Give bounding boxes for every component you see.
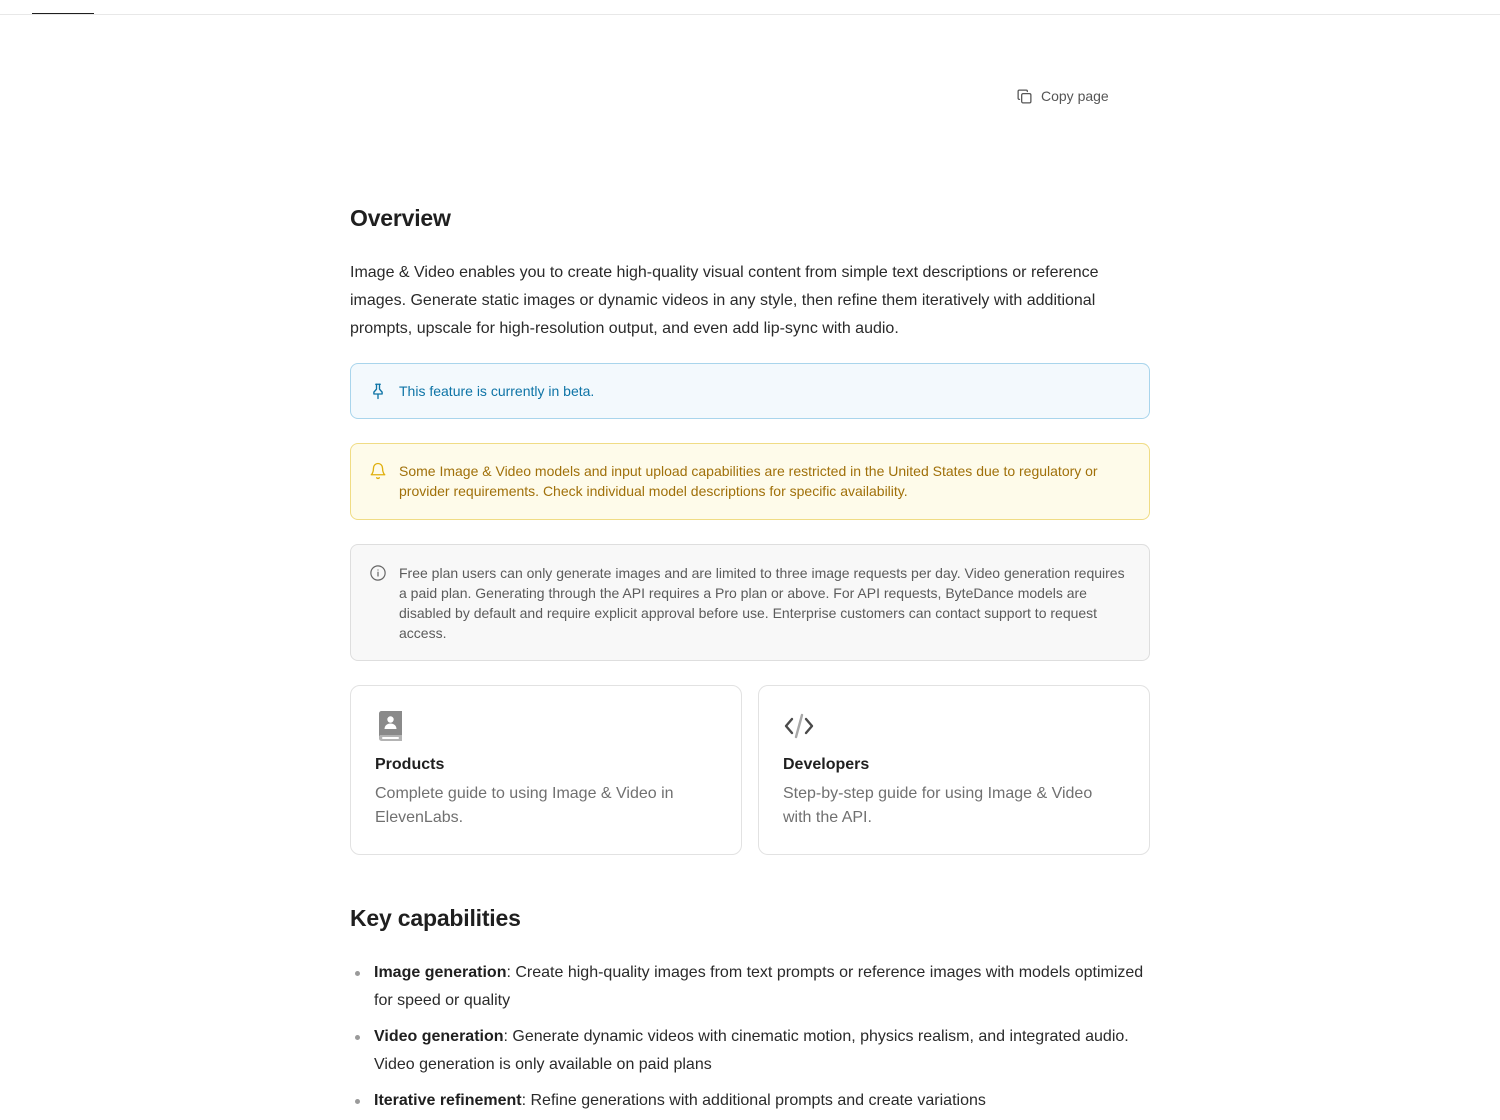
developers-card-title: Developers	[783, 756, 870, 773]
key-capabilities-heading: Key capabilities	[350, 905, 521, 931]
developers-card-description: Step-by-step guide for using Image & Video with the API.	[783, 785, 1093, 826]
info-icon	[367, 563, 389, 660]
copy-icon	[1016, 88, 1033, 105]
capability-description: : Create high-quality images from text prompts or reference images with models optimized for speed or quality	[374, 964, 1144, 1009]
products-card[interactable]	[350, 685, 742, 855]
capability-name: Iterative refinement	[374, 1092, 522, 1109]
active-tab-indicator	[32, 13, 94, 14]
overview-paragraph: Image & Video enables you to create high-quality visual content from simple text descriptions or reference images. Generate static images or dynamic videos in any style, then refine them iteratively with additional prompts, upscale for high-resolution output, and even add lip-sync with audio.	[350, 264, 1099, 337]
developers-card[interactable]	[758, 685, 1150, 855]
bell-icon	[367, 461, 389, 519]
copy-page-label: Copy page	[1041, 88, 1109, 104]
copy-page-button[interactable]	[1012, 84, 1113, 108]
capability-name: Video generation	[374, 1028, 504, 1045]
capability-description: : Refine generations with additional prompts and create variations	[521, 1092, 986, 1109]
list-item	[350, 959, 1150, 1015]
capability-name: Image generation	[374, 964, 507, 981]
top-navigation-bar	[0, 0, 1500, 15]
restriction-warning-text: Some Image & Video models and input upload capabilities are restricted in the United States due to regulatory or provider requirements. Check individual model descriptions for specific availability.	[399, 463, 1098, 499]
plan-info-text: Free plan users can only generate images and are limited to three image requests per day. Video generation requires a paid plan. Generating through the API requires a Pro plan or above. For API requests, ByteDance models are disabled by default and require explicit approval before use. Enterprise customers can contact support to request access.	[399, 565, 1125, 641]
overview-heading: Overview	[350, 205, 451, 231]
beta-callout	[350, 363, 1150, 419]
products-card-title: Products	[375, 756, 445, 773]
code-icon	[783, 710, 815, 742]
list-item	[350, 1023, 1150, 1079]
list-item	[350, 1087, 1150, 1115]
capability-description: : Generate dynamic videos with cinematic motion, physics realism, and integrated audio. Video generation is only available on paid plans	[374, 1028, 1129, 1073]
plan-info-callout	[350, 544, 1150, 661]
beta-callout-text: This feature is currently in beta.	[399, 383, 595, 399]
pin-icon	[367, 382, 389, 400]
capabilities-list	[350, 959, 1150, 1120]
restriction-warning-callout	[350, 443, 1150, 520]
book-user-icon	[375, 710, 407, 742]
products-card-description: Complete guide to using Image & Video in ElevenLabs.	[375, 785, 674, 826]
